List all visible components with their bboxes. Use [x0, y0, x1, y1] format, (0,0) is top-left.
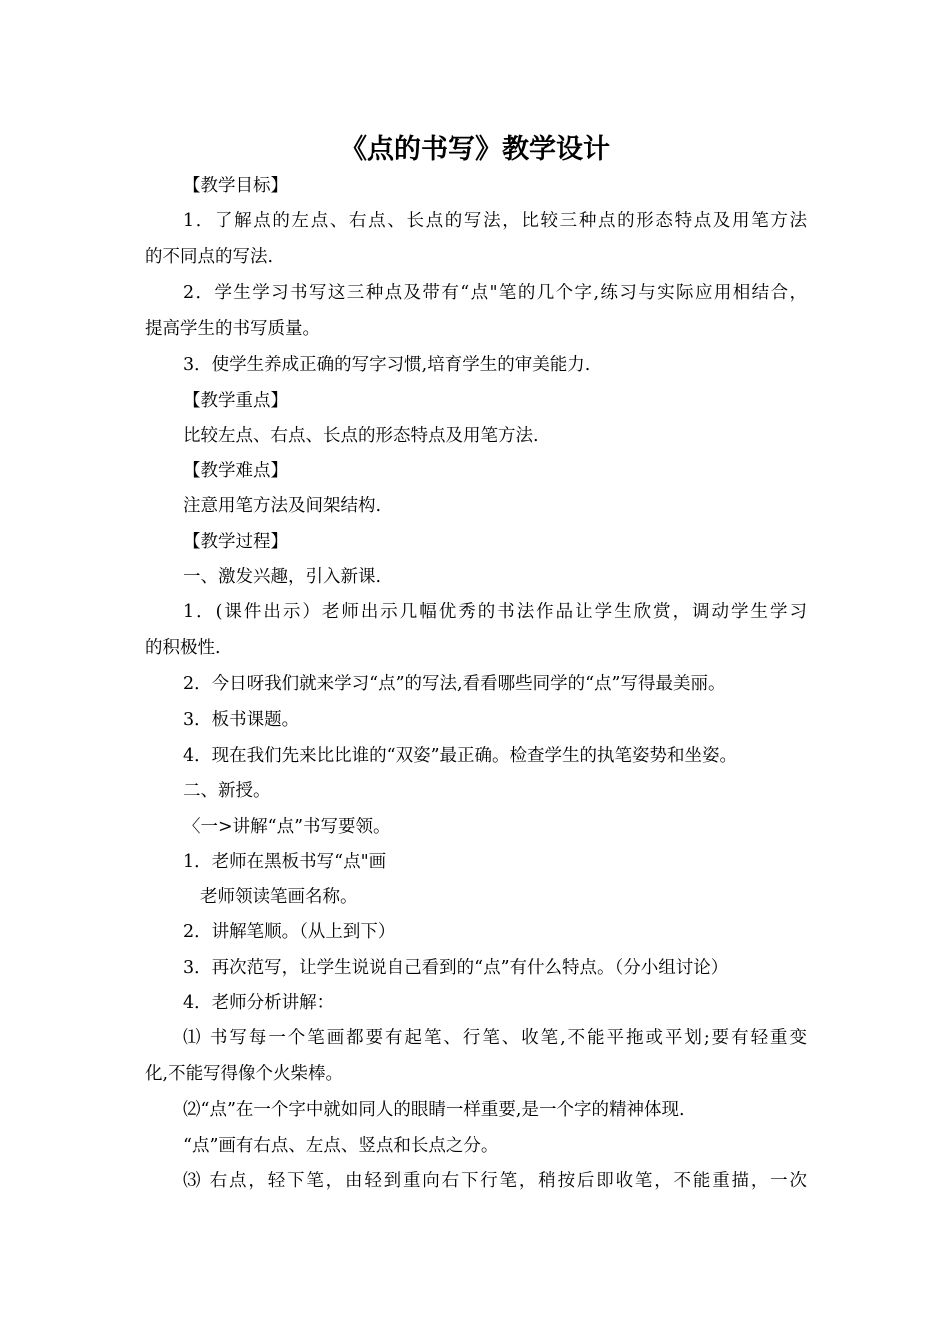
paragraph-line: 2．学生学习书写这三种点及带有“点"笔的几个字,练习与实际应用相结合， — [183, 283, 807, 303]
paragraph-line: 注意用笔方法及间架结构. — [183, 496, 382, 516]
paragraph-line: 3．板书课题。 — [183, 710, 300, 730]
paragraph-line: 4．老师分析讲解： — [183, 993, 335, 1013]
paragraph-line: 比较左点、右点、长点的形态特点及用笔方法. — [183, 426, 539, 446]
section-heading-goals: 【教学目标】 — [183, 176, 288, 196]
section-heading-process: 【教学过程】 — [183, 532, 288, 552]
paragraph-line: 化,不能写得像个火柴棒。 — [145, 1064, 344, 1084]
paragraph-line: 一、激发兴趣，引入新课. — [183, 567, 382, 587]
paragraph-line: 1．了解点的左点、右点、长点的写法，比较三种点的形态特点及用笔方法 — [183, 211, 807, 231]
paragraph-line: 2．讲解笔顺。（从上到下） — [183, 922, 396, 942]
paragraph-line: 的积极性. — [145, 638, 221, 658]
paragraph-line: 1．老师在黑板书写“点"画 — [183, 852, 387, 872]
paragraph-line: 二、新授。 — [183, 781, 271, 801]
paragraph-line: ⑴ 书写每一个笔画都要有起笔、行笔、收笔,不能平拖或平划;要有轻重变 — [183, 1028, 807, 1048]
section-heading-difficulties: 【教学难点】 — [183, 461, 288, 481]
paragraph-line: 4．现在我们先来比比谁的“双姿”最正确。检查学生的执笔姿势和坐姿。 — [183, 746, 738, 766]
paragraph-line: 3．使学生养成正确的写字习惯,培育学生的审美能力. — [183, 355, 591, 375]
paragraph-line: 提高学生的书写质量。 — [145, 319, 320, 339]
document-title: 《点的书写》教学设计 — [340, 134, 610, 165]
paragraph-line: ⑶ 右点，轻下笔，由轻到重向右下行笔，稍按后即收笔，不能重描，一次 — [183, 1171, 807, 1191]
paragraph-line: ⑵“点”在一个字中就如同人的眼睛一样重要,是一个字的精神体现. — [183, 1100, 685, 1120]
paragraph-line: 老师领读笔画名称。 — [200, 887, 358, 907]
paragraph-line: 3．再次范写，让学生说说自己看到的“点”有什么特点。（分小组讨论） — [183, 958, 729, 978]
paragraph-line: 2．今日呀我们就来学习“点”的写法,看看哪些同学的“点”写得最美丽。 — [183, 674, 726, 694]
paragraph-line: 〈一>讲解“点”书写要领。 — [183, 817, 391, 837]
paragraph-line: 1．(课件出示）老师出示几幅优秀的书法作品让学生欣赏，调动学生学习 — [183, 602, 807, 622]
paragraph-line: 的不同点的写法. — [145, 247, 274, 267]
section-heading-key-points: 【教学重点】 — [183, 391, 288, 411]
paragraph-line: “点”画有右点、左点、竖点和长点之分。 — [183, 1136, 499, 1156]
